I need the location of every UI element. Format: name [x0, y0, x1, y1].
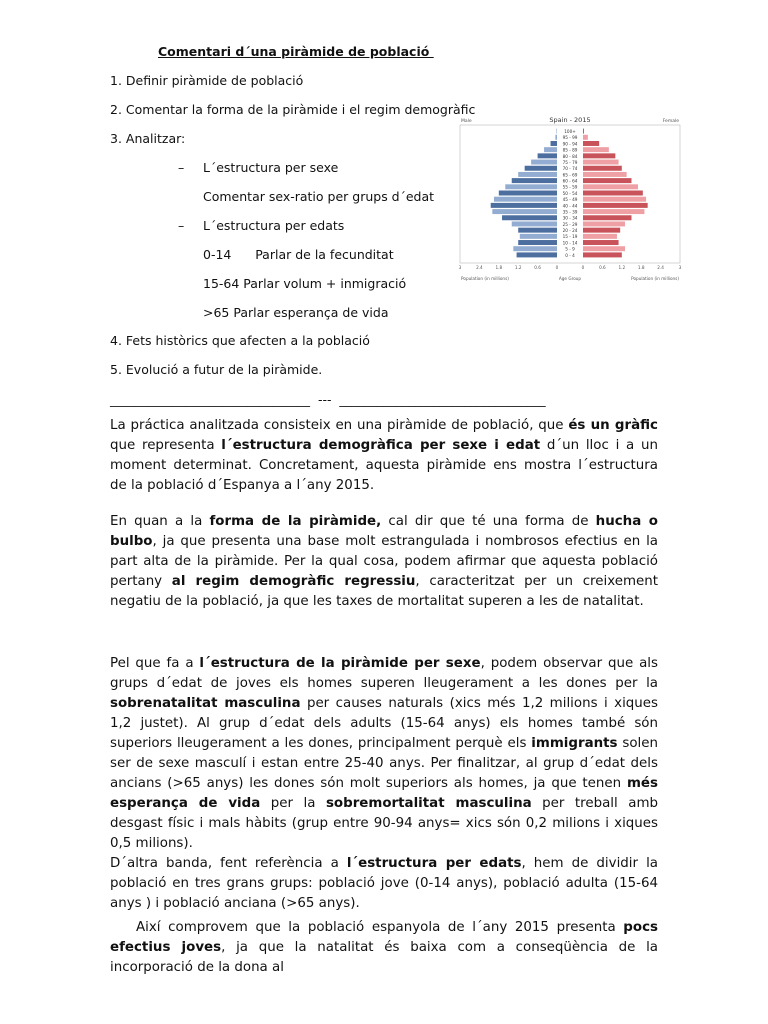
male-bar [492, 209, 557, 214]
outline-subitem-0-14: 0-14 Parlar de la fecunditat [203, 247, 394, 262]
paragraph-sex-structure: Pel que fa a l´estructura de la piràmide per sexe, podem observar que als grups d´edat de joves els homes superen lleugerament a les dones per la sobrenatalitat masculina per causes naturals (xics més 1,2 milions i xiques 1,2 justet). Al grup d´edat dels adults (15-64 anys) els homes també són superiors lleugerament a les dones, principalment perquè els immigrants solen ser de sexe masculí i estan entre 25-40 anys. Per finalitzar, al grup d´edat dels ancians (>65 anys) les dones són molt superiors als homes, ja que tenen més esperança de vida per la sobremortalitat masculina per treball amb desgast físic i mals hàbits (grup entre 90-94 anys= xics són 0,2 milions i xiques 0,5 milions). [110, 656, 659, 851]
age-group-label: 50 - 54 [562, 190, 578, 196]
male-bar [512, 221, 557, 226]
outline-item-3: 3. Analitzar: [110, 131, 186, 146]
x-tick-label-left: 1.2 [514, 265, 522, 270]
outline-subitem-age: L´estructura per edats [203, 218, 345, 233]
male-bar [512, 178, 557, 183]
outline-subitem-sex: L´estructura per sexe [203, 160, 339, 175]
paragraph-young-population: Així comprovem que la població espanyola de l´any 2015 presenta pocs efectius joves, ja que la natalitat és baixa com a conseqüència de la incorporació de la dona al [110, 920, 658, 975]
chart-xlabel-center: Age Group [558, 276, 582, 281]
bullet-dash: – [178, 160, 185, 175]
x-tick-label-left: 0.6 [534, 265, 541, 270]
male-bar [544, 147, 557, 152]
age-group-label: 65 - 69 [562, 172, 578, 178]
male-bar [520, 234, 557, 239]
chart-xlabel-left: Population (in millions) [461, 276, 509, 281]
x-tick-label-right: 2.4 [657, 265, 664, 270]
female-bar [583, 221, 625, 226]
female-bar [583, 178, 632, 183]
female-bar [583, 141, 599, 146]
male-bar [551, 141, 557, 146]
chart-right-label: Female [662, 119, 679, 124]
paragraph-shape: En quan a la forma de la piràmide, cal dir que té una forma de hucha o bulbo, ja que presenta una base molt estrangulada i nombrosos efectius en la part alta de la piràmide. Per la qual cosa, podem afirmar que aquesta població pertany al regim demogràfic regressiu, caracteritzat per un creixement negatiu de la població, ja que les taxes de mortalitat superen a les de natalitat. [110, 514, 659, 609]
separator-line: ________________________________ --- _________________________________ [110, 392, 546, 407]
age-group-label: 55 - 59 [562, 184, 578, 190]
chart-left-label: Male [461, 119, 472, 124]
male-bar [538, 153, 557, 158]
population-pyramid-chart [457, 114, 683, 286]
age-group-label: 40 - 44 [562, 203, 578, 209]
male-bar [518, 172, 557, 177]
x-tick-label-right: 0.6 [599, 265, 606, 270]
female-bar [583, 160, 619, 165]
document-title: Comentari d´una piràmide de població [158, 44, 434, 59]
age-group-label: 80 - 84 [562, 153, 578, 159]
female-bar [583, 197, 646, 202]
age-group-label: 45 - 49 [562, 197, 578, 203]
male-bar [518, 240, 557, 245]
outline-subitem-65: >65 Parlar esperança de vida [203, 305, 389, 320]
outline-subitem-sex-ratio: Comentar sex-ratio per grups d´edat [203, 189, 435, 204]
male-bar [505, 184, 557, 189]
age-group-label: 25 - 29 [562, 221, 578, 227]
age-group-label: 0 - 4 [565, 252, 575, 258]
female-bar [583, 228, 620, 233]
female-bar [583, 147, 609, 152]
male-bar [518, 228, 557, 233]
male-bar [517, 252, 557, 257]
female-bar [583, 153, 615, 158]
male-bar [494, 197, 557, 202]
outline-item-4: 4. Fets històrics que afecten a la població [110, 333, 370, 348]
paragraph-definition: La práctica analitzada consisteix en una piràmide de població, que és un gràfic que representa l´estructura demogràfica per sexe i edat d´un lloc i a un moment determinat. Concretament, aquesta piràmide ens mostra l´estructura de la població d´Espanya a l´any 2015. [110, 418, 658, 493]
female-bar [583, 240, 619, 245]
female-bar [583, 252, 622, 257]
x-tick-label-right: 1.2 [618, 265, 626, 270]
age-group-label: 5 - 9 [565, 246, 575, 252]
female-bar [583, 184, 638, 189]
chart-title: Spain - 2015 [549, 116, 591, 124]
female-bar [583, 129, 584, 134]
age-group-label: 100+ [564, 128, 576, 134]
x-tick-label-left: 0 [555, 265, 559, 270]
female-bar [583, 166, 622, 171]
age-group-label: 10 - 14 [562, 240, 578, 246]
x-tick-label-left: 3 [458, 265, 462, 270]
x-tick-label-left: 1.8 [495, 265, 503, 270]
x-tick-label-right: 0 [581, 265, 585, 270]
female-bar [583, 234, 617, 239]
age-group-label: 85 - 89 [562, 147, 578, 153]
age-group-label: 90 - 94 [562, 141, 578, 147]
bullet-dash: – [178, 218, 185, 233]
x-tick-label-left: 2.4 [476, 265, 483, 270]
outline-item-2: 2. Comentar la forma de la piràmide i el regim demogràfic [110, 102, 476, 117]
age-group-label: 20 - 24 [562, 228, 578, 234]
male-bar [531, 160, 557, 165]
age-group-label: 75 - 79 [562, 159, 578, 165]
female-bar [583, 203, 648, 208]
age-group-label: 15 - 19 [562, 234, 578, 240]
paragraph-age-structure: D´altra banda, fent referència a l´estructura per edats, hem de dividir la població en tres grans grups: població jove (0-14 anys), població adulta (15-64 anys ) i població anciana (>65 anys). [110, 856, 658, 911]
outline-item-1: 1. Definir piràmide de població [110, 73, 304, 88]
x-tick-label-right: 1.8 [637, 265, 645, 270]
male-bar [525, 166, 557, 171]
male-bar [555, 135, 557, 140]
male-bar [491, 203, 557, 208]
female-bar [583, 246, 625, 251]
female-bar [583, 135, 588, 140]
female-bar [583, 215, 632, 220]
outline-subitem-15-64: 15-64 Parlar volum + inmigració [203, 276, 407, 291]
male-bar [513, 246, 557, 251]
outline-item-5: 5. Evolució a futur de la piràmide. [110, 362, 323, 377]
female-bar [583, 209, 644, 214]
age-group-label: 60 - 64 [562, 178, 578, 184]
male-bar [499, 191, 557, 196]
age-group-label: 70 - 74 [562, 166, 578, 172]
male-bar [502, 215, 557, 220]
female-bar [583, 191, 643, 196]
age-group-label: 95 - 99 [562, 135, 578, 141]
age-group-label: 35 - 39 [562, 209, 578, 215]
chart-xlabel-right: Population (in millions) [631, 276, 679, 281]
female-bar [583, 172, 627, 177]
age-group-label: 30 - 34 [562, 215, 578, 221]
x-tick-label-right: 3 [678, 265, 682, 270]
